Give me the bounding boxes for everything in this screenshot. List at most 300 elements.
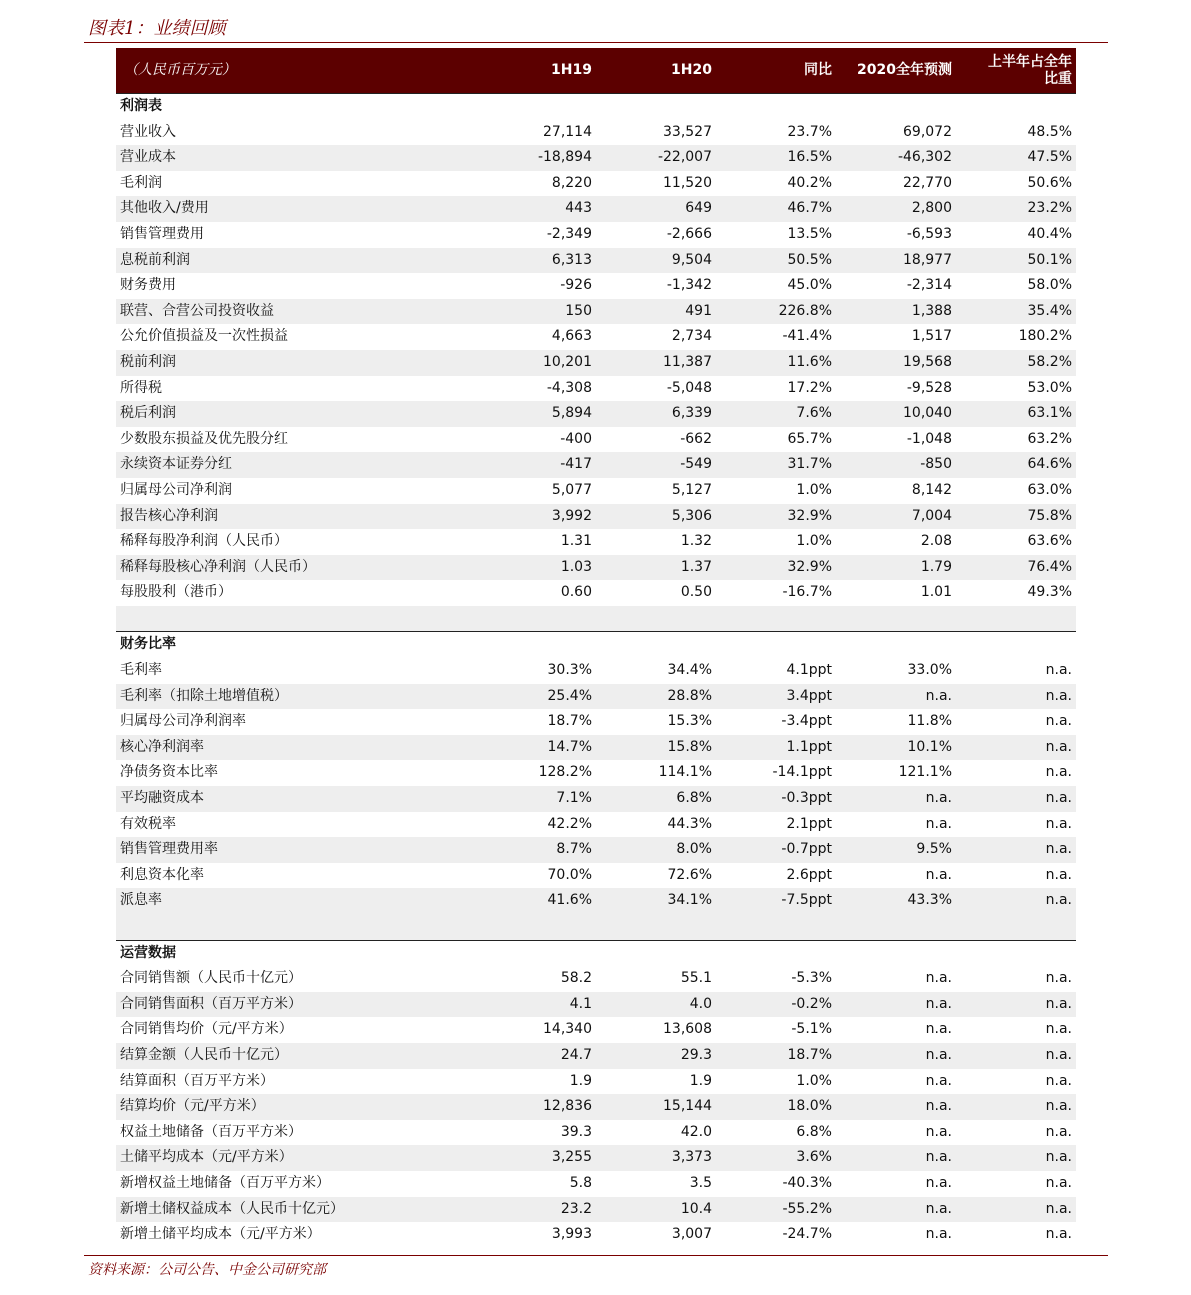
value-cell: 30.3% (547, 662, 592, 679)
value-cell: 50.6% (1027, 174, 1072, 191)
value-cell: 1.79 (836, 555, 956, 581)
value-cell: 35.4% (956, 299, 1076, 325)
table-row (116, 401, 1076, 427)
table-row (116, 350, 1076, 376)
value-cell: n.a. (925, 815, 952, 832)
row-label: 新增权益土地储备（百万平方米） (120, 1174, 330, 1191)
row-label: 稀释每股净利润（人民币） (120, 533, 288, 550)
value-cell: n.a. (925, 1072, 952, 1089)
value-cell: n.a. (956, 1094, 1076, 1120)
value-cell: 150 (476, 299, 596, 325)
value-cell: n.a. (925, 1021, 952, 1038)
value-cell: 13,608 (663, 1021, 712, 1038)
value-cell: -6,593 (906, 225, 952, 242)
value-cell: -5,048 (666, 379, 712, 396)
value-cell: n.a. (836, 1197, 956, 1223)
value-cell: -400 (560, 430, 592, 447)
spacer-cell (476, 914, 596, 940)
value-cell: 3,993 (551, 1226, 592, 1243)
value-cell: -9,528 (906, 379, 952, 396)
header-1h19: 1H19 (476, 48, 596, 94)
row-label: 公允价值损益及一次性损益 (120, 328, 288, 345)
value-cell: 75.8% (956, 504, 1076, 530)
spacer-cell (956, 914, 1076, 940)
row-label: 稀释每股核心净利润（人民币） (116, 555, 476, 581)
value-cell: 12,836 (476, 1094, 596, 1120)
table-row (116, 376, 1076, 402)
row-label: 合同销售面积（百万平方米） (116, 992, 476, 1018)
value-cell: -24.7% (782, 1226, 832, 1243)
section-header-row (116, 632, 1076, 658)
value-cell: n.a. (1045, 764, 1072, 781)
value-cell: n.a. (1045, 1226, 1072, 1243)
value-cell: 63.1% (956, 401, 1076, 427)
value-cell: 65.7% (787, 430, 832, 447)
value-cell: 6.8% (796, 1123, 832, 1140)
results-table (116, 48, 1076, 1248)
value-cell: 8,142 (911, 481, 952, 498)
value-cell: 9.5% (836, 837, 956, 863)
table-row (116, 478, 1076, 504)
table-row (116, 1069, 1076, 1095)
value-cell: -4,308 (546, 379, 592, 396)
table-row (116, 1120, 1076, 1146)
value-cell: -22,007 (596, 145, 716, 171)
value-cell: 72.6% (667, 866, 712, 883)
row-label: 结算金额（人民币十亿元） (116, 1043, 476, 1069)
row-label: 销售管理费用 (120, 225, 204, 242)
spacer-cell (716, 914, 836, 940)
value-cell: 1.9 (569, 1072, 592, 1089)
section-title: 运营数据 (116, 940, 1076, 966)
value-cell: n.a. (1045, 1174, 1072, 1191)
value-cell: 2,800 (836, 196, 956, 222)
value-cell: 3,255 (476, 1145, 596, 1171)
spacer-cell (596, 914, 716, 940)
value-cell: -7.5ppt (716, 888, 836, 914)
spacer-cell (476, 606, 596, 632)
value-cell: 4.1 (476, 992, 596, 1018)
value-cell: 226.8% (716, 299, 836, 325)
value-cell: 5,077 (551, 481, 592, 498)
row-label: 营业成本 (116, 145, 476, 171)
value-cell: 3,373 (596, 1145, 716, 1171)
value-cell: 11.8% (907, 713, 952, 730)
value-cell: 15,144 (596, 1094, 716, 1120)
value-cell: 4.0 (596, 992, 716, 1018)
table-row (116, 427, 1076, 453)
header-row (116, 48, 1076, 94)
spacer-cell (836, 914, 956, 940)
value-cell: -46,302 (836, 145, 956, 171)
value-cell: 10,201 (476, 350, 596, 376)
table-row (116, 966, 1076, 992)
value-cell: 50.1% (956, 248, 1076, 274)
value-cell: n.a. (1045, 1072, 1072, 1089)
row-label: 少数股东损益及优先股分红 (120, 430, 288, 447)
value-cell: 17.2% (787, 379, 832, 396)
value-cell: n.a. (1045, 815, 1072, 832)
value-cell: 3.5 (689, 1174, 712, 1191)
value-cell: -662 (680, 430, 712, 447)
value-cell: 31.7% (716, 452, 836, 478)
value-cell: n.a. (956, 1145, 1076, 1171)
value-cell: 13.5% (787, 225, 832, 242)
table-row (116, 504, 1076, 530)
value-cell: n.a. (925, 1123, 952, 1140)
value-cell: n.a. (836, 992, 956, 1018)
value-cell: 5.8 (569, 1174, 592, 1191)
table-row (116, 1017, 1076, 1043)
value-cell: 1.01 (920, 584, 952, 601)
value-cell: -417 (476, 452, 596, 478)
value-cell: n.a. (925, 866, 952, 883)
value-cell: 18.7% (547, 713, 592, 730)
value-cell: -926 (560, 277, 592, 294)
table-row (116, 452, 1076, 478)
value-cell: 3.4ppt (716, 684, 836, 710)
value-cell: n.a. (1045, 713, 1072, 730)
table-body (116, 94, 1076, 1248)
row-label: 联营、合营公司投资收益 (116, 299, 476, 325)
row-label: 新增土储权益成本（人民币十亿元） (116, 1197, 476, 1223)
table-row (116, 735, 1076, 761)
value-cell: 43.3% (836, 888, 956, 914)
value-cell: 34.1% (596, 888, 716, 914)
value-cell: 63.6% (1027, 533, 1072, 550)
value-cell: -2,349 (546, 225, 592, 242)
value-cell: 49.3% (1027, 584, 1072, 601)
value-cell: 10.4 (596, 1197, 716, 1223)
value-cell: 11.6% (716, 350, 836, 376)
value-cell: 34.4% (667, 662, 712, 679)
value-cell: 11,387 (596, 350, 716, 376)
row-label: 利息资本化率 (120, 866, 204, 883)
spacer-cell (956, 606, 1076, 632)
value-cell: 3.6% (716, 1145, 836, 1171)
spacer-row (116, 914, 1076, 940)
value-cell: -0.3ppt (716, 786, 836, 812)
table-row (116, 992, 1076, 1018)
value-cell: -55.2% (716, 1197, 836, 1223)
value-cell: -3.4ppt (781, 713, 832, 730)
row-label: 派息率 (116, 888, 476, 914)
spacer-cell (116, 606, 476, 632)
value-cell: 44.3% (667, 815, 712, 832)
value-cell: -40.3% (782, 1174, 832, 1191)
value-cell: n.a. (1045, 970, 1072, 987)
value-cell: -2,666 (666, 225, 712, 242)
section-title: 利润表 (116, 94, 1076, 120)
value-cell: 649 (596, 196, 716, 222)
value-cell: 32.9% (716, 504, 836, 530)
value-cell: 24.7 (476, 1043, 596, 1069)
header-h1-share (956, 48, 1076, 94)
value-cell: 1.31 (560, 533, 592, 550)
value-cell: 63.2% (1027, 430, 1072, 447)
value-cell: 128.2% (538, 764, 592, 781)
header-2020-forecast: 2020全年预测 (836, 48, 956, 94)
row-label: 息税前利润 (116, 248, 476, 274)
value-cell: 1.0% (796, 1072, 832, 1089)
value-cell: 40.4% (1027, 225, 1072, 242)
value-cell: 5,127 (671, 481, 712, 498)
section-title: 财务比率 (116, 632, 1076, 658)
row-label: 毛利率 (120, 662, 162, 679)
header-unit: （人民币百万元） (116, 48, 476, 94)
value-cell: 41.6% (476, 888, 596, 914)
table-row (116, 529, 1076, 555)
row-label: 所得税 (120, 379, 162, 396)
row-label: 合同销售额（人民币十亿元） (120, 970, 302, 987)
value-cell: n.a. (956, 735, 1076, 761)
table-row (116, 555, 1076, 581)
header-h1-share-line2: 比重 (1044, 70, 1072, 87)
value-cell: 69,072 (903, 123, 952, 140)
value-cell: 11,520 (663, 174, 712, 191)
value-cell: 121.1% (898, 764, 952, 781)
value-cell: 5,894 (476, 401, 596, 427)
value-cell: 15.8% (596, 735, 716, 761)
value-cell: -18,894 (476, 145, 596, 171)
value-cell: 47.5% (956, 145, 1076, 171)
value-cell: 63.0% (1027, 481, 1072, 498)
table-row (116, 863, 1076, 889)
value-cell: 29.3 (596, 1043, 716, 1069)
value-cell: 22,770 (903, 174, 952, 191)
row-label: 毛利率（扣除土地增值税） (116, 684, 476, 710)
value-cell: n.a. (836, 1145, 956, 1171)
value-cell: n.a. (1045, 662, 1072, 679)
table-row (116, 1222, 1076, 1248)
value-cell: n.a. (1045, 1021, 1072, 1038)
table-row (116, 248, 1076, 274)
header-1h20: 1H20 (596, 48, 716, 94)
value-cell: 18,977 (836, 248, 956, 274)
value-cell: -5.1% (791, 1021, 832, 1038)
row-label: 结算均价（元/平方米） (116, 1094, 476, 1120)
value-cell: 33,527 (663, 123, 712, 140)
row-label: 其他收入/费用 (116, 196, 476, 222)
row-label: 权益土地储备（百万平方米） (120, 1123, 302, 1140)
table-row (116, 1043, 1076, 1069)
value-cell: 9,504 (596, 248, 716, 274)
value-cell: 7.6% (716, 401, 836, 427)
value-cell: n.a. (836, 786, 956, 812)
value-cell: n.a. (836, 1043, 956, 1069)
value-cell: 10.1% (836, 735, 956, 761)
row-label: 核心净利润率 (116, 735, 476, 761)
value-cell: n.a. (956, 1197, 1076, 1223)
row-label: 归属母公司净利润 (120, 481, 232, 498)
value-cell: -549 (596, 452, 716, 478)
table-row (116, 837, 1076, 863)
row-label: 归属母公司净利润率 (120, 713, 246, 730)
value-cell: 7,004 (836, 504, 956, 530)
table-row (116, 760, 1076, 786)
value-cell: 28.8% (596, 684, 716, 710)
row-label: 毛利润 (120, 174, 162, 191)
value-cell: 1,388 (836, 299, 956, 325)
value-cell: 50.5% (716, 248, 836, 274)
table-row (116, 709, 1076, 735)
value-cell: 15.3% (667, 713, 712, 730)
table-row (116, 120, 1076, 146)
value-cell: 5,306 (596, 504, 716, 530)
value-cell: 1,517 (911, 328, 952, 345)
value-cell: 3,992 (476, 504, 596, 530)
value-cell: 64.6% (956, 452, 1076, 478)
value-cell: 58.0% (1027, 277, 1072, 294)
value-cell: 1.0% (796, 533, 832, 550)
value-cell: 8,220 (551, 174, 592, 191)
value-cell: n.a. (956, 992, 1076, 1018)
row-label: 永续资本证券分红 (116, 452, 476, 478)
value-cell: -5.3% (791, 970, 832, 987)
value-cell: 8.0% (596, 837, 716, 863)
source-note: 资料来源：公司公告、中金公司研究部 (88, 1262, 326, 1278)
spacer-row (116, 606, 1076, 632)
value-cell: 6,313 (476, 248, 596, 274)
value-cell: 2.1ppt (786, 815, 832, 832)
row-label: 净债务资本比率 (120, 764, 218, 781)
row-label: 土储平均成本（元/平方米） (116, 1145, 476, 1171)
table-row (116, 1094, 1076, 1120)
table-row (116, 324, 1076, 350)
value-cell: n.a. (925, 1226, 952, 1243)
table-row (116, 888, 1076, 914)
value-cell: 16.5% (716, 145, 836, 171)
value-cell: 58.2 (560, 970, 592, 987)
value-cell: 55.1 (680, 970, 712, 987)
value-cell: 42.0 (680, 1123, 712, 1140)
figure-title: 图表1：业绩回顾 (88, 18, 226, 39)
value-cell: 491 (596, 299, 716, 325)
row-label: 税前利润 (116, 350, 476, 376)
table-row (116, 196, 1076, 222)
table-row (116, 580, 1076, 606)
value-cell: 23.2% (956, 196, 1076, 222)
value-cell: 1.37 (596, 555, 716, 581)
value-cell: -0.2% (716, 992, 836, 1018)
value-cell: 27,114 (543, 123, 592, 140)
table-row (116, 1197, 1076, 1223)
value-cell: 0.50 (680, 584, 712, 601)
value-cell: n.a. (956, 1043, 1076, 1069)
value-cell: 180.2% (1018, 328, 1072, 345)
value-cell: 4,663 (551, 328, 592, 345)
value-cell: 2.08 (920, 533, 952, 550)
value-cell: 32.9% (716, 555, 836, 581)
row-label: 结算面积（百万平方米） (120, 1072, 274, 1089)
value-cell: n.a. (956, 837, 1076, 863)
value-cell: 3,007 (671, 1226, 712, 1243)
row-label: 合同销售均价（元/平方米） (120, 1021, 293, 1038)
value-cell: n.a. (1045, 866, 1072, 883)
header-h1-share-line1: 上半年占全年 (988, 53, 1072, 70)
table-row (116, 786, 1076, 812)
value-cell: 39.3 (560, 1123, 592, 1140)
value-cell: n.a. (836, 684, 956, 710)
value-cell: 443 (476, 196, 596, 222)
table-row (116, 145, 1076, 171)
value-cell: 10,040 (836, 401, 956, 427)
value-cell: -16.7% (782, 584, 832, 601)
table-row (116, 812, 1076, 838)
value-cell: 48.5% (1027, 123, 1072, 140)
value-cell: n.a. (956, 786, 1076, 812)
value-cell: 14,340 (543, 1021, 592, 1038)
value-cell: 25.4% (476, 684, 596, 710)
value-cell: 6,339 (596, 401, 716, 427)
table-row (116, 273, 1076, 299)
value-cell: 6.8% (596, 786, 716, 812)
value-cell: n.a. (925, 970, 952, 987)
value-cell: 1.0% (796, 481, 832, 498)
value-cell: 14.7% (476, 735, 596, 761)
table-row (116, 299, 1076, 325)
value-cell: -14.1ppt (772, 764, 832, 781)
value-cell: 1.9 (689, 1072, 712, 1089)
table-row (116, 658, 1076, 684)
value-cell: 0.60 (560, 584, 592, 601)
row-label: 有效税率 (120, 815, 176, 832)
row-label: 销售管理费用率 (116, 837, 476, 863)
value-cell: 46.7% (716, 196, 836, 222)
value-cell: 4.1ppt (786, 662, 832, 679)
value-cell: 45.0% (787, 277, 832, 294)
row-label: 报告核心净利润 (116, 504, 476, 530)
section-header-row (116, 940, 1076, 966)
value-cell: -2,314 (906, 277, 952, 294)
value-cell: 23.7% (787, 123, 832, 140)
value-cell: 2.6ppt (786, 866, 832, 883)
row-label: 每股股利（港币） (120, 584, 232, 601)
row-label: 平均融资成本 (116, 786, 476, 812)
bottom-rule (84, 1255, 1108, 1256)
spacer-cell (836, 606, 956, 632)
value-cell: 42.2% (547, 815, 592, 832)
value-cell: n.a. (925, 1174, 952, 1191)
value-cell: -41.4% (782, 328, 832, 345)
table-row (116, 1145, 1076, 1171)
value-cell: 8.7% (476, 837, 596, 863)
value-cell: 19,568 (836, 350, 956, 376)
spacer-cell (596, 606, 716, 632)
value-cell: -850 (836, 452, 956, 478)
spacer-cell (116, 914, 476, 940)
value-cell: 23.2 (476, 1197, 596, 1223)
row-label: 营业收入 (120, 123, 176, 140)
value-cell: 58.2% (956, 350, 1076, 376)
table-row (116, 684, 1076, 710)
value-cell: 1.03 (476, 555, 596, 581)
value-cell: 2,734 (671, 328, 712, 345)
value-cell: n.a. (836, 1094, 956, 1120)
value-cell: 114.1% (658, 764, 712, 781)
row-label: 财务费用 (120, 277, 176, 294)
table-row (116, 171, 1076, 197)
value-cell: 1.1ppt (716, 735, 836, 761)
value-cell: 7.1% (476, 786, 596, 812)
value-cell: 18.7% (716, 1043, 836, 1069)
row-label: 新增土储平均成本（元/平方米） (120, 1226, 321, 1243)
value-cell: -0.7ppt (716, 837, 836, 863)
table-row (116, 222, 1076, 248)
top-rule (84, 42, 1108, 43)
value-cell: 40.2% (787, 174, 832, 191)
value-cell: -1,342 (666, 277, 712, 294)
